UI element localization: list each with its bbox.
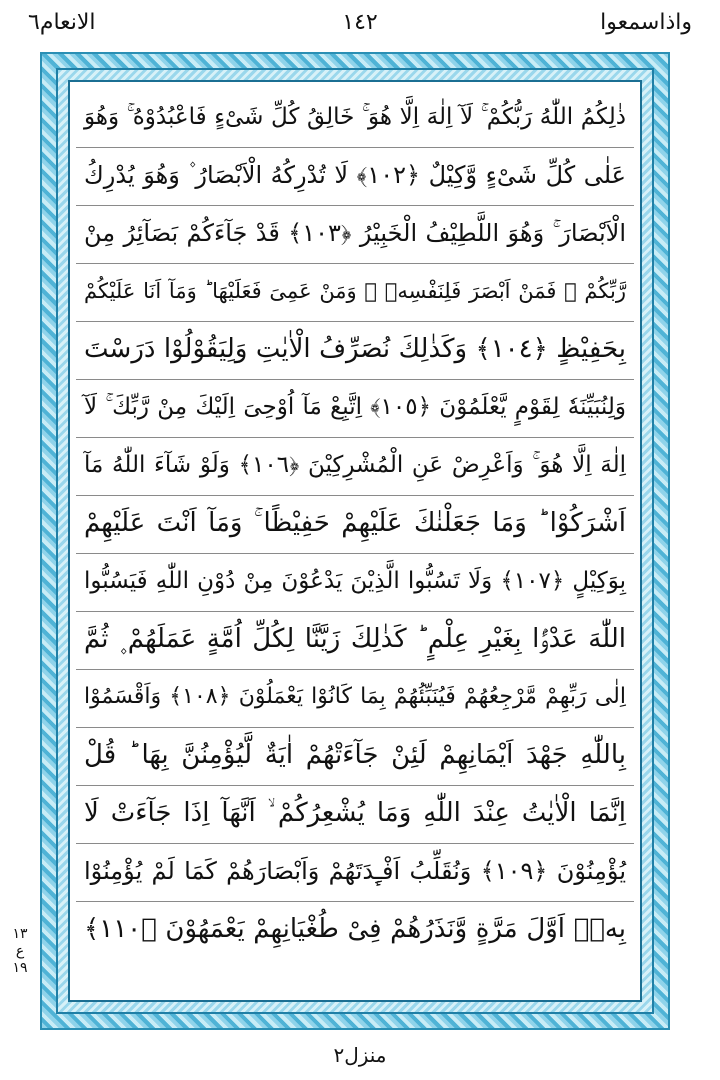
manzil-footer: منزل٢ bbox=[333, 1043, 387, 1067]
ruku-sign: ع bbox=[15, 943, 25, 959]
verse-lines bbox=[76, 90, 634, 992]
verse-line-7: اِلٰهَ اِلَّا هُوَ ۚ وَاَعْرِضْ عَنِ الْمُشْرِكِیْنَ ﴿١٠٦﴾ وَلَوْ شَآءَ اللّٰهُ مَآ bbox=[76, 438, 634, 496]
ruku-number: ١٣ bbox=[12, 926, 28, 942]
verse-line-4: رَّبِّكُمْ ۚ فَمَنْ اَبْصَرَ فَلِنَفْسِهٖ ۚ وَمَنْ عَمِیَ فَعَلَیْهَا ؕ وَمَآ اَنَا عَلَیْكُمْ bbox=[76, 264, 634, 322]
verse-line-1: ذٰلِكُمُ اللّٰهُ رَبُّكُمْ ۚ لَآ اِلٰهَ اِلَّا هُوَ ۚ خَالِقُ كُلِّ شَیْءٍ فَاعْبُدُوْهُ ۚ وَهُوَ bbox=[76, 90, 634, 148]
verse-line-5: بِحَفِیْظٍ ﴿١٠٤﴾ وَكَذٰلِكَ نُصَرِّفُ الْاٰیٰتِ وَلِیَقُوْلُوْا دَرَسْتَ bbox=[76, 322, 634, 380]
verse-line-9: بِوَكِیْلٍ ﴿١٠٧﴾ وَلَا تَسُبُّوا الَّذِیْنَ یَدْعُوْنَ مِنْ دُوْنِ اللّٰهِ فَیَسُبُّوا bbox=[76, 554, 634, 612]
page-header bbox=[0, 0, 720, 50]
verse-line-8: اَشْرَكُوْا ؕ وَمَا جَعَلْنٰكَ عَلَیْهِمْ حَفِیْظًا ۚ وَمَآ اَنْتَ عَلَیْهِمْ bbox=[76, 496, 634, 554]
decorative-border bbox=[40, 52, 670, 1030]
verse-line-12: بِاللّٰهِ جَهْدَ اَیْمَانِهِمْ لَئِنْ جَآءَتْهُمْ اٰیَةٌ لَّیُؤْمِنُنَّ بِهَا ؕ قُلْ bbox=[76, 728, 634, 786]
verse-line-3: الْاَبْصَارَ ۚ وَهُوَ اللَّطِیْفُ الْخَبِیْرُ ﴿١٠٣﴾ قَدْ جَآءَكُمْ بَصَآئِرُ مِنْ bbox=[76, 206, 634, 264]
verse-line-10: اللّٰهَ عَدْوًۢا بِغَیْرِ عِلْمٍ ؕ كَذٰلِكَ زَیَّنَّا لِكُلِّ اُمَّةٍ عَمَلَهُمْ ۪ ثُمَّ bbox=[76, 612, 634, 670]
page-number: ١٤٢ bbox=[342, 10, 378, 35]
verse-line-15: بِهٖۤ اَوَّلَ مَرَّةٍ وَّنَذَرُهُمْ فِیْ طُغْیَانِهِمْ یَعْمَهُوْنَ ﴿١١٠﴾ bbox=[84, 914, 626, 944]
verse-line-2: عَلٰی كُلِّ شَیْءٍ وَّكِیْلٌ ﴿١٠٢﴾ لَا تُدْرِكُهُ الْاَبْصَارُ ۫ وَهُوَ یُدْرِكُ bbox=[76, 148, 634, 206]
verse-line-14: یُؤْمِنُوْنَ ﴿١٠٩﴾ وَنُقَلِّبُ اَفْـِٕدَتَهُمْ وَاَبْصَارَهُمْ كَمَا لَمْ یُؤْمِنُوْا bbox=[76, 844, 634, 902]
decorative-border-inner bbox=[56, 68, 654, 1014]
verse-line-13: اِنَّمَا الْاٰیٰتُ عِنْدَ اللّٰهِ وَمَا یُشْعِرُكُمْ ۙ اَنَّهَآ اِذَا جَآءَتْ لَا bbox=[76, 786, 634, 844]
surah-name: الانعام٦ bbox=[28, 10, 96, 35]
para-name: واذاسمعوا bbox=[600, 10, 692, 35]
ruku-marker bbox=[8, 926, 32, 977]
verse-line-11: اِلٰی رَبِّهِمْ مَّرْجِعُهُمْ فَیُنَبِّئُهُمْ بِمَا كَانُوْا یَعْمَلُوْنَ ﴿١٠٨﴾ وَاَقْسَمُوْا bbox=[76, 670, 634, 728]
verse-line-6: وَلِنُبَیِّنَهٗ لِقَوْمٍ یَّعْلَمُوْنَ ﴿١٠٥﴾ اِتَّبِعْ مَآ اُوْحِیَ اِلَیْكَ مِنْ رَّبِّكَ ۚ لَآ bbox=[76, 380, 634, 438]
text-panel bbox=[68, 80, 642, 1002]
ruku-count: ١٩ bbox=[12, 960, 28, 976]
